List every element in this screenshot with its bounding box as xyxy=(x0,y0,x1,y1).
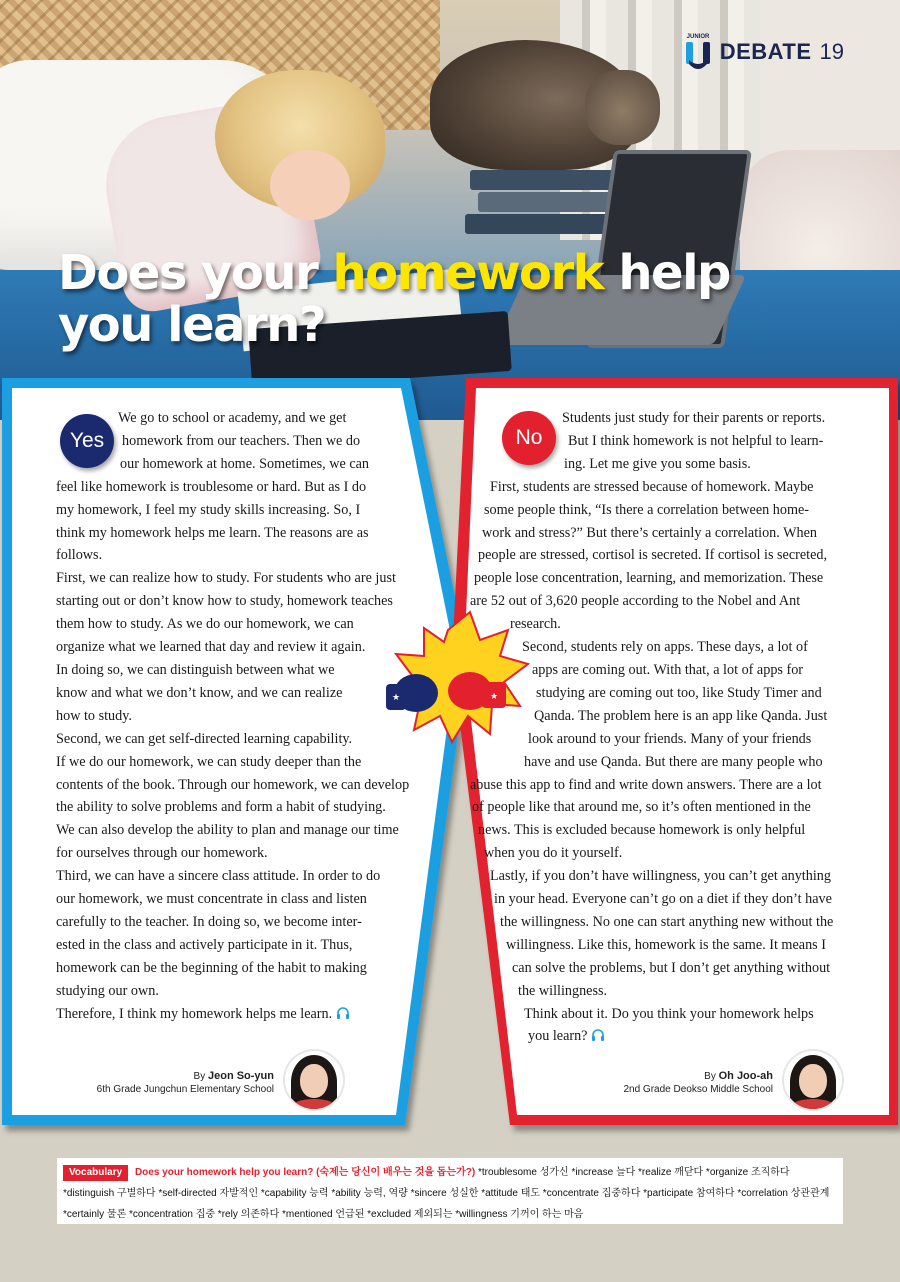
no-line: people are stressed, cortisol is secreted. If cortisol is secreted, xyxy=(478,547,828,564)
avatar xyxy=(285,1051,343,1109)
yes-line: our homework at home. Sometimes, we can xyxy=(120,455,370,472)
no-line: apps are coming out. With that, a lot of apps for xyxy=(532,661,804,678)
yes-line: Third, we can have a sincere class attitude. In order to do xyxy=(56,868,381,885)
no-line: people lose concentration, learning, and memorization. These xyxy=(474,570,824,587)
no-line: abuse this app to find and write down answers. There are a lot xyxy=(470,776,822,793)
no-line: willingness. Like this, homework is the same. It means I xyxy=(506,936,826,953)
no-line: when you do it yourself. xyxy=(484,845,623,862)
avatar xyxy=(784,1051,842,1109)
no-badge: No xyxy=(502,411,556,465)
no-line: can solve the problems, but I don’t get anything without xyxy=(512,959,831,976)
no-line: the willingness. xyxy=(518,982,608,999)
yes-line: ested in the class and actively participate in it. Thus, xyxy=(56,936,353,953)
no-line: the willingness. No one can start anything new without the xyxy=(500,913,834,930)
no-line: of people like that around me, so it’s often mentioned in the xyxy=(472,799,811,816)
no-byline xyxy=(568,1070,773,1096)
yes-line: Second, we can get self-directed learning capability. xyxy=(56,730,353,747)
no-line: look around to your friends. Many of your friends xyxy=(528,730,812,747)
yes-by: By xyxy=(193,1071,206,1082)
no-by: By xyxy=(704,1071,716,1082)
yes-line: my homework, I feel my study skills increasing. So, I xyxy=(56,501,361,518)
yes-line: First, we can realize how to study. For students who are just xyxy=(56,570,396,587)
yes-line: our homework, we must concentrate in class and listen xyxy=(56,891,367,908)
yes-line: If we do our homework, we can study deeper than the xyxy=(56,753,362,770)
headphones-icon xyxy=(591,1028,605,1042)
svg-text:★: ★ xyxy=(490,692,499,702)
yes-badge: Yes xyxy=(60,414,114,468)
yes-school: 6th Grade Jungchun Elementary School xyxy=(96,1084,274,1095)
no-line: have and use Qanda. But there are many people who xyxy=(524,753,823,770)
no-line: Students just study for their parents or reports. xyxy=(562,410,826,426)
yes-line: the ability to solve problems and form a habit of studying. xyxy=(56,799,386,816)
yes-author: Jeon So-yun xyxy=(207,1070,274,1082)
yes-line: In doing so, we can distinguish between what we xyxy=(56,661,335,678)
svg-text:★: ★ xyxy=(392,693,401,703)
no-line: you learn? xyxy=(470,1025,870,1048)
logo-label: JUNIOR xyxy=(686,34,710,40)
title-line2: you learn? xyxy=(58,297,326,353)
no-line: Second, students rely on apps. These days, a lot of xyxy=(522,639,808,656)
yes-line: carefully to the teacher. In doing so, we become inter- xyxy=(56,913,362,930)
title-part2: help xyxy=(603,245,730,301)
title-part1: Does your xyxy=(58,245,333,301)
brand-name: DEBATE xyxy=(719,39,812,64)
no-line: some people think, “Is there a correlation between home- xyxy=(484,501,810,518)
yes-line: homework can be the beginning of the habit to making xyxy=(56,959,367,976)
no-school: 2nd Grade Deokso Middle School xyxy=(623,1084,773,1095)
yes-line: Therefore, I think my homework helps me learn. xyxy=(56,1003,436,1026)
yes-line: studying our own. xyxy=(56,982,159,999)
no-line: in your head. Everyone can’t go on a diet if they don’t have xyxy=(494,891,832,908)
yes-line: We go to school or academy, and we get xyxy=(118,410,347,426)
yes-line: how to study. xyxy=(56,707,132,724)
title-highlight: homework xyxy=(332,245,604,301)
yes-article xyxy=(56,407,436,1025)
no-line: Qanda. The problem here is an app like Qanda. Just xyxy=(534,707,828,724)
yes-line: feel like homework is troublesome or hard. But as I do xyxy=(56,478,367,495)
yes-line: know and what we don’t know, and we can realize xyxy=(56,684,343,701)
page-number: 19 xyxy=(819,39,844,64)
yes-line: think my homework helps me learn. The reasons are as xyxy=(56,524,369,541)
yes-line: We can also develop the ability to plan and manage our time xyxy=(56,822,399,839)
vocabulary-list: *troublesome 성가신 *increase 늘다 *realize 깨닫다 *organize 조직하다 *distinguish 구별하다 *self-directed 자발적인 *capability 능력 *ability 능력, 역량 *sincere 성실한 *attitude 태도 *concentrate 집중하다 *participate 참여하다 *correlation 상관관계 *certainly 물론 *concentration 집중 *rely 의존하다 *mentioned 언급된 *excluded 제외되는 *willingness 기꺼이 하는 마음 xyxy=(63,1167,830,1220)
yes-line: them how to study. As we do our homework, we can xyxy=(56,616,354,633)
no-line: news. This is excluded because homework is only helpful xyxy=(478,822,806,839)
yes-line: for ourselves through our homework. xyxy=(56,845,268,862)
no-line: First, students are stressed because of homework. Maybe xyxy=(490,478,814,495)
headphones-icon xyxy=(336,1006,350,1020)
no-author: Oh Joo-ah xyxy=(718,1070,773,1082)
no-line: But I think homework is not helpful to learn- xyxy=(568,432,824,449)
yes-line: contents of the book. Through our homework, we can develop xyxy=(56,776,410,793)
no-line: work and stress?” But there’s certainly a correlation. When xyxy=(482,524,817,541)
no-line: Think about it. Do you think your homework helps xyxy=(524,1005,814,1022)
yes-line: organize what we learned that day and review it again. xyxy=(56,639,366,656)
no-line: ing. Let me give you some basis. xyxy=(564,455,751,472)
no-line: studying are coming out too, like Study Timer and xyxy=(536,684,822,701)
yes-line: follows. xyxy=(56,547,103,564)
vocabulary-question: Does your homework help you learn? (숙제는 당신이 배우는 것을 돕는가?) xyxy=(134,1167,476,1178)
no-line: Lastly, if you don’t have willingness, you can’t get anything xyxy=(490,868,831,885)
no-line: are 52 out of 3,620 people according to the Nobel and Ant xyxy=(470,593,801,610)
vocabulary-tag: Vocabulary xyxy=(63,1165,128,1181)
yes-line: homework from our teachers. Then we do xyxy=(122,432,361,449)
no-line: research. xyxy=(510,616,561,633)
yes-line: starting out or don’t know how to study, homework teaches xyxy=(56,593,393,610)
yes-byline xyxy=(70,1070,274,1096)
vocabulary-box xyxy=(57,1158,843,1224)
no-article xyxy=(470,407,870,1048)
